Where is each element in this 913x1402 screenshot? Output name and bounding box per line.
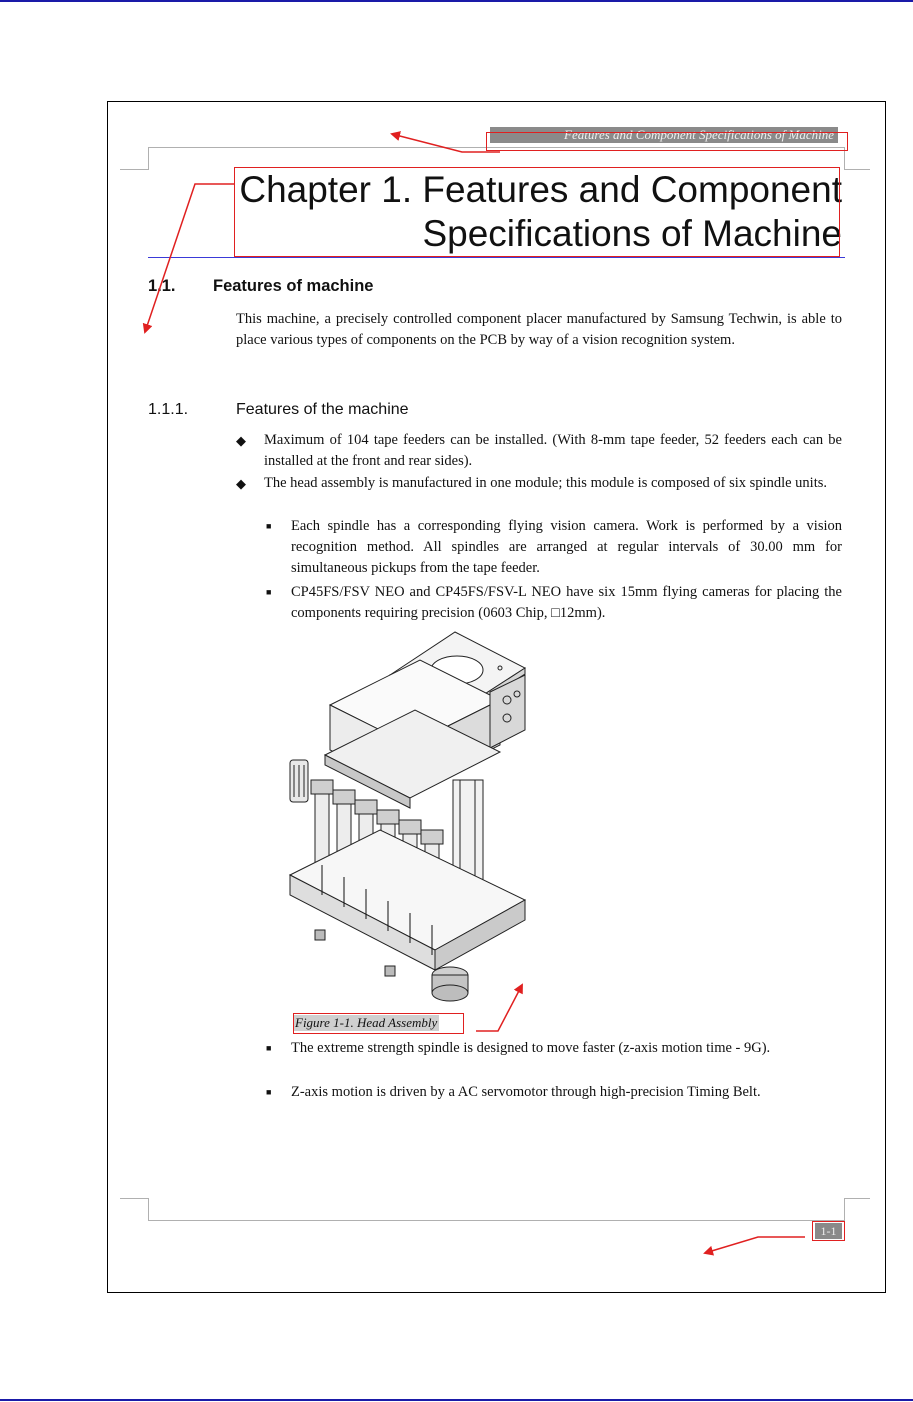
square-bullet-icon: ■ bbox=[266, 1043, 272, 1053]
chapter-arrow bbox=[145, 184, 234, 332]
page-number-arrow bbox=[705, 1237, 805, 1253]
square-bullet-icon: ■ bbox=[266, 587, 272, 597]
section-paragraph: This machine, a precisely controlled component placer manufactured by Samsung Techwin, is able to place various types of components on the PCB by way of a vision recognition system. bbox=[236, 311, 842, 348]
chapter-title-line2: Specifications of Machine bbox=[422, 213, 842, 254]
bullet-text: Maximum of 104 tape feeders can be installed. (With 8-mm tape feeder, 52 feeders each can be installed at the front and rear sides). bbox=[264, 432, 842, 469]
sub-bullet-text: CP45FS/FSV NEO and CP45FS/FSV-L NEO have six 15mm flying cameras for placing the components requiring precision (0603 Chip, □12mm). bbox=[291, 584, 842, 621]
diamond-bullet-icon: ◆ bbox=[236, 476, 246, 491]
square-bullet-icon: ■ bbox=[266, 1087, 272, 1097]
page-number: 1-1 bbox=[815, 1223, 842, 1239]
header-arrow bbox=[392, 134, 500, 152]
figure-caption: Figure 1-1. Head Assembly bbox=[295, 1015, 438, 1030]
subsection-number: 1.1.1. bbox=[148, 401, 189, 418]
bullet-text: The head assembly is manufactured in one module; this module is composed of six spindle units. bbox=[264, 475, 827, 491]
section-title: Features of machine bbox=[213, 277, 374, 295]
sub-bullet-text: The extreme strength spindle is designed to move faster (z-axis motion time - 9G). bbox=[291, 1040, 771, 1056]
running-header: Features and Component Specifications of Machine bbox=[490, 127, 838, 143]
sub-bullet-text: Each spindle has a corresponding flying vision camera. Work is performed by a vision recognition method. All spindles are arranged at regular intervals of 30.00 mm for simultaneous pickups from the tape feeder. bbox=[291, 518, 842, 576]
chapter-title-line1: Chapter 1. Features and Component bbox=[239, 169, 842, 210]
subsection-title: Features of the machine bbox=[236, 401, 409, 418]
square-bullet-icon: ■ bbox=[266, 521, 272, 531]
sub-bullet-text: Z-axis motion is driven by a AC servomotor through high-precision Timing Belt. bbox=[291, 1084, 761, 1100]
section-number: 1.1. bbox=[148, 277, 176, 295]
diamond-bullet-icon: ◆ bbox=[236, 433, 246, 448]
caption-arrow bbox=[476, 985, 522, 1031]
